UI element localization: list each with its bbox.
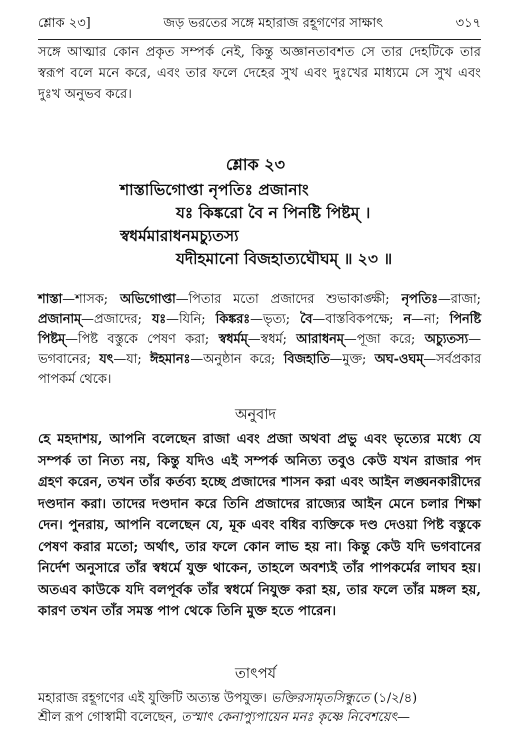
synonym-term: শাস্তা (38, 292, 63, 307)
purport-paragraph (38, 689, 481, 727)
synonym-meaning: —যিনি; (166, 312, 216, 327)
synonym-entry (150, 352, 284, 367)
synonym-entry (219, 332, 297, 347)
purport-heading: তাৎপর্য (234, 666, 277, 682)
verse-title: শ্লোক ২৩ (225, 155, 286, 174)
synonym-meaning: —না; (411, 312, 450, 327)
purport-line: শ্রীল রূপ গোস্বামী বলেছেন, তস্মাৎ কেনাপ্যুপায়েন মনঃ কৃষ্ণে নিবেশয়েৎ— (38, 710, 410, 725)
synonym-term: স্বধর্মম্ (218, 332, 248, 347)
synonym-meaning: —পিতার মতো প্রজাদের শুভাকাঙ্ক্ষী; (175, 292, 402, 307)
synonym-entry (284, 352, 375, 367)
synonym-meaning: —ভৃত্য; (250, 312, 301, 327)
synonym-term: অভিগোপ্তা (119, 292, 176, 307)
synonym-entry (300, 312, 403, 327)
synonym-entry (152, 312, 216, 327)
synonym-meaning: —শাসক; (62, 292, 120, 307)
synonym-meaning: —অনুষ্ঠান করে; (190, 352, 284, 367)
synonym-term: ন (403, 312, 412, 327)
synonym-term: পিনষ্টি পিষ্টম্ (38, 312, 481, 347)
word-meanings (38, 290, 481, 390)
verse-line: শাস্তাভিগোপ্তা নৃপতিঃ প্রজানাং (120, 180, 309, 199)
synonym-term: যঃ (151, 312, 167, 327)
synonym-meaning: —পূজা করে; (343, 332, 425, 347)
synonym-term: আরাধনম্ (296, 332, 344, 347)
synonym-entry (99, 352, 150, 367)
running-header (38, 14, 481, 40)
translation-heading: অনুবাদ (234, 407, 277, 423)
synonym-entry (402, 292, 481, 307)
verse-line: যঃ কিঙ্করো বৈ ন পিনষ্টি পিষ্টম্ । (176, 203, 371, 222)
purport-line: মহারাজ রহূগণের এই যুক্তিটি অত্যন্ত উপযুক্ত। ভক্তিরসামৃতসিন্ধুতে (১/২/৪) (38, 691, 418, 706)
synonym-meaning: —মুক্ত; (329, 352, 375, 367)
intro-paragraph: সঙ্গে আত্মার কোন প্রকৃত সম্পর্ক নেই, কিন্তু অজ্ঞানতাবশত সে তার দেহটিকে তার স্বরূপ বলে মনে করে, এবং তার ফলে দেহের সুখ এবং দুঃখের মাধ্যমে সে সুখ এবং দুঃখ অনুভব করে। (38, 45, 481, 102)
synonym-entry (38, 292, 120, 307)
header-chapter-title: জড় ভরতের সঙ্গে মহারাজ রহূগণের সাক্ষাৎ (163, 16, 384, 31)
synonym-term: বিজহাতি (283, 352, 330, 367)
synonym-entry (216, 312, 300, 327)
quotation: তস্মাৎ কেনাপ্যুপায়েন মনঃ কৃষ্ণে নিবেশয়েৎ (181, 710, 398, 725)
synonym-entry (296, 332, 424, 347)
synonym-entry (404, 312, 450, 327)
synonym-term: বৈ (300, 312, 313, 327)
synonym-term: যৎ (99, 352, 114, 367)
synonym-meaning: —প্রজাদের; (81, 312, 152, 327)
synonym-term: অঘ-ওঘম্ (374, 352, 424, 367)
synonym-meaning: —বাস্তবিকপক্ষে; (312, 312, 404, 327)
synonym-term: কিঙ্করঃ (215, 312, 251, 327)
synonym-meaning: —পিষ্ট বস্তুকে পেষণ করা; (65, 332, 219, 347)
synonym-meaning: —যা; (113, 352, 150, 367)
synonym-term: নৃপতিঃ (401, 292, 438, 307)
verse-line: স্বধর্মমারাধনমচ্যুতস্য (120, 226, 239, 245)
book-title: ভক্তিরসামৃতসিন্ধুতে (270, 691, 370, 706)
header-verse-ref: শ্লোক ২৩] (38, 16, 91, 31)
verse-line: যদীহমানো বিজহাত্যঘৌঘম্ ॥ ২৩ ॥ (176, 249, 393, 268)
synonym-meaning: —সর্বপ্রকার পাপকর্ম থেকে। (38, 352, 481, 387)
synonym-entry (38, 312, 152, 327)
synonym-meaning: —স্বধর্ম; (247, 332, 297, 347)
synonym-term: ঈহমানঃ (149, 352, 191, 367)
synonym-term: অচ্যুতস্য (424, 332, 469, 347)
sanskrit-verse (120, 178, 451, 270)
synonym-entry (120, 292, 402, 307)
translation-paragraph: হে মহদাশয়, আপনি বলেছেন রাজা এবং প্রজা অথবা প্রভু এবং ভৃত্যের মধ্যে যে সম্পর্ক তা নিত্য নয়, কিন্তু যদিও এই সম্পর্ক অনিত্য তবুও কেউ যখন রাজার পদ গ্রহণ করেন, তখন তাঁর কর্তব্য হচ্ছে প্রজাদের শাসন করা এবং আইন লঙ্ঘনকারীদের দণ্ডদান করা। তাদের দণ্ডদান করে তিনি প্রজাদের রাজ্যের আইন মেনে চলার শিক্ষা দেন। পুনরায়, আপনি বলেছেন যে, মূক এবং বধির ব্যক্তিকে দণ্ড দেওয়া পিষ্ট বস্তুকে পেষণ করার মতো; অর্থাৎ, তার ফলে কোন লাভ হয় না। কিন্তু কেউ যদি ভগবানের নির্দেশ অনুসারে তাঁর স্বধর্মে যুক্ত থাকেন, তাহলে অবশ্যই তাঁর পাপকর্মের লাঘব হয়। অতএব কাউকে যদি বলপূর্বক তাঁর স্বধর্মে নিযুক্ত করা হয়, তার ফলে তাঁর মঙ্গল হয়, কারণ তখন তাঁর সমস্ত পাপ থেকে তিনি মুক্ত হতে পারেন। (38, 432, 481, 619)
synonym-meaning: —রাজা; (437, 292, 481, 307)
synonym-term: প্রজানাম্ (38, 312, 82, 327)
synonym-meaning: —ভগবানের; (38, 332, 481, 367)
page-number: ৩১৭ (455, 16, 481, 31)
